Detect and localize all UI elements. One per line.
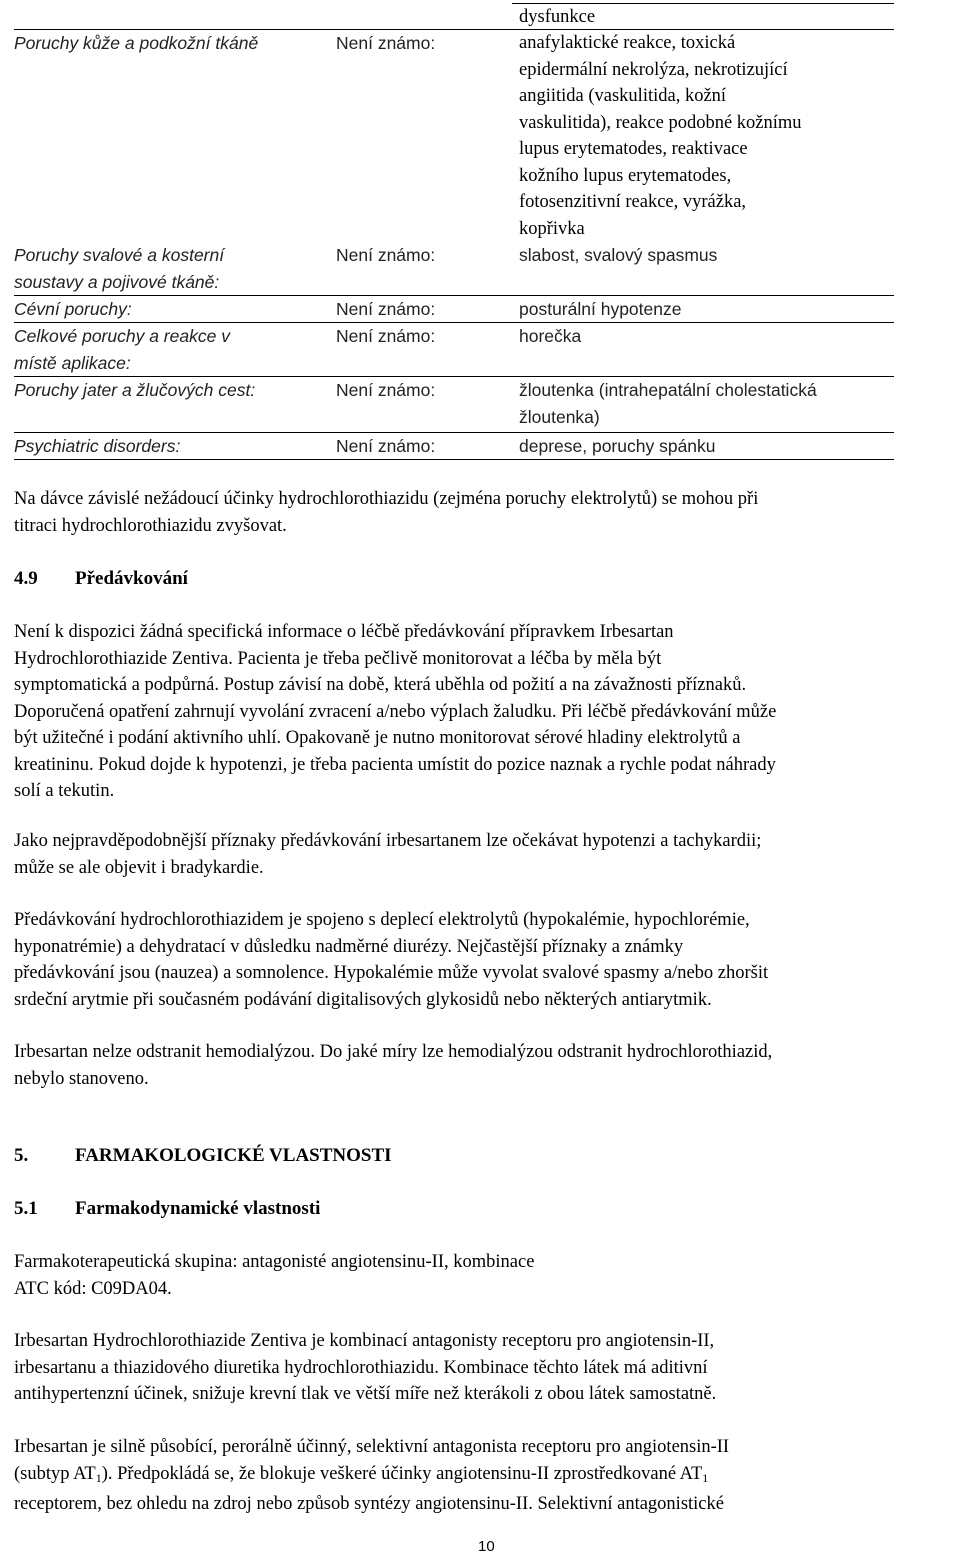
- text-line: Jako nejpravděpodobnější příznaky předávkování irbesartanem lze očekávat hypotenzi a tachykardii;: [14, 831, 762, 851]
- reaction-cell: [519, 4, 894, 31]
- text-segment: (subtyp AT: [14, 1463, 96, 1484]
- text-segment: ). Předpokládá se, že blokuje veškeré účinky angiotensinu-II zprostředkované AT: [101, 1463, 703, 1484]
- category-cell: [14, 242, 332, 295]
- table-row: [14, 242, 894, 296]
- text-line: Irbesartan Hydrochlorothiazide Zentiva je kombinací antagonisty receptoru pro angiotensin-II,: [14, 1331, 715, 1351]
- table-row: [14, 433, 894, 460]
- text-line: ATC kód: C09DA04.: [14, 1278, 172, 1299]
- text-line: symptomatická a podpůrná. Postup závisí na době, která uběhla od požití a na závažnosti příznaků.: [14, 675, 747, 695]
- frequency-cell: Není známo:: [336, 380, 436, 400]
- text-line: solí a tekutin.: [14, 781, 115, 801]
- category-line: soustavy a pojivové tkáně:: [14, 271, 220, 292]
- reaction-line: angiitida (vaskulitida, kožní: [519, 86, 727, 106]
- subscript: 1: [95, 1470, 102, 1485]
- table-row: [14, 296, 894, 323]
- reaction-line: fotosenzitivní reakce, vyrážka,: [519, 192, 747, 212]
- category-line: místě aplikace:: [14, 352, 131, 373]
- table-row: [14, 377, 894, 433]
- reaction-cell: [519, 377, 894, 430]
- text-line: nebylo stanoveno.: [14, 1068, 149, 1089]
- category-cell: [14, 323, 332, 376]
- reaction-line: deprese, poruchy spánku: [519, 436, 716, 456]
- category-line: Poruchy jater a žlučových cest:: [14, 380, 256, 400]
- text-line: titraci hydrochlorothiazidu zvyšovat.: [14, 515, 287, 536]
- section-heading-5-1: [14, 1196, 320, 1222]
- overdose-paragraph-1: [14, 619, 944, 805]
- section-heading-4-9: [14, 566, 188, 592]
- reaction-line: slabost, svalový spasmus: [519, 245, 718, 265]
- reaction-cell: [519, 296, 894, 323]
- category-cell: [14, 296, 332, 323]
- section-heading-5: [14, 1143, 392, 1169]
- reaction-line: dysfunkce: [519, 7, 596, 27]
- text-line: Farmakoterapeutická skupina: antagonisté angiotensinu-II, kombinace: [14, 1252, 535, 1272]
- dose-dependent-paragraph: [14, 486, 944, 539]
- reaction-line: anafylaktické reakce, toxická: [519, 33, 736, 53]
- text-line: hyponatrémie) a dehydratací v důsledku nadměrné diurézy. Nejčastější příznaky a známky: [14, 936, 684, 957]
- text-line: Hydrochlorothiazide Zentiva. Pacienta je třeba pečlivě monitorovat a léčba by měla být: [14, 648, 662, 669]
- category-cell: [14, 433, 332, 460]
- combination-paragraph: [14, 1328, 944, 1408]
- section-number: 4.9: [14, 568, 38, 589]
- reaction-cell: [519, 30, 894, 242]
- category-cell: [14, 377, 332, 404]
- reaction-cell: [519, 323, 894, 350]
- text-line: irbesartanu a thiazidového diuretika hydrochlorothiazidu. Kombinace těchto látek má aditivní: [14, 1357, 708, 1378]
- overdose-paragraph-2: [14, 828, 944, 881]
- section-title: Předávkování: [75, 568, 188, 589]
- reaction-line: kopřivka: [519, 218, 585, 239]
- category-line: Cévní poruchy:: [14, 299, 132, 319]
- text-line: srdeční arytmie při současném podávání digitalisových glykosidů nebo některých antiarytmik.: [14, 989, 712, 1010]
- category-line: Poruchy kůže a podkožní tkáně: [14, 33, 259, 53]
- text-line: Irbesartan je silně působící, perorálně účinný, selektivní antagonista receptoru pro angiotensin-II: [14, 1437, 730, 1457]
- page-number: 10: [478, 1538, 495, 1555]
- pharmacotherapeutic-group-paragraph: [14, 1249, 944, 1302]
- reaction-line: vaskulitida), reakce podobné kožnímu: [519, 112, 802, 133]
- text-line: antihypertenzní účinek, snižuje krevní tlak ve větší míře než kterákoli z obou látek samostatně.: [14, 1384, 717, 1404]
- reaction-line: žloutenka (intrahepatální cholestatická: [519, 380, 817, 400]
- text-line: Irbesartan nelze odstranit hemodialýzou. Do jaké míry lze hemodialýzou odstranit hydrochlorothiazid,: [14, 1042, 773, 1062]
- reaction-line: kožního lupus erytematodes,: [519, 165, 732, 186]
- text-line: kreatininu. Pokud dojde k hypotenzi, je třeba pacienta umístit do pozice naznak a rychle podat náhrady: [14, 754, 776, 775]
- adverse-reactions-table: [14, 3, 894, 460]
- overdose-paragraph-4: [14, 1039, 944, 1092]
- table-row: [14, 323, 894, 377]
- text-line: může se ale objevit i bradykardie.: [14, 857, 264, 878]
- category-cell: [14, 30, 332, 57]
- reaction-line: lupus erytematodes, reaktivace: [519, 139, 748, 159]
- subscript: 1: [702, 1470, 709, 1485]
- irbesartan-paragraph: [14, 1434, 944, 1518]
- frequency-cell: Není známo:: [336, 326, 436, 346]
- table-row: [14, 4, 894, 30]
- section-number: 5.: [14, 1145, 29, 1166]
- overdose-paragraph-3: [14, 907, 944, 1013]
- category-line: Psychiatric disorders:: [14, 436, 181, 456]
- frequency-cell: Není známo:: [336, 33, 436, 53]
- text-line: Předávkování hydrochlorothiazidem je spojeno s deplecí elektrolytů (hypokalémie, hypochlorémie,: [14, 910, 750, 930]
- reaction-line: horečka: [519, 326, 582, 346]
- text-line: [14, 1461, 944, 1492]
- text-line: Není k dispozici žádná specifická informace o léčbě předávkování přípravkem Irbesartan: [14, 622, 674, 642]
- text-line: Doporučená opatření zahrnují vyvolání zvracení a/nebo výplach žaludku. Při léčbě předávkování může: [14, 701, 777, 722]
- table-row: [14, 30, 894, 242]
- text-line: Na dávce závislé nežádoucí účinky hydrochlorothiazidu (zejména poruchy elektrolytů) se mohou při: [14, 489, 759, 509]
- frequency-cell: Není známo:: [336, 245, 436, 265]
- reaction-line: posturální hypotenze: [519, 299, 682, 319]
- reaction-cell: [519, 433, 894, 460]
- text-line: předávkování jsou (nauzea) a somnolence. Hypokalémie může vyvolat svalové spasmy a/nebo zhoršit: [14, 963, 769, 983]
- frequency-cell: Není známo:: [336, 436, 436, 456]
- section-title: FARMAKOLOGICKÉ VLASTNOSTI: [75, 1145, 392, 1166]
- section-number: 5.1: [14, 1198, 38, 1219]
- category-line: Celkové poruchy a reakce v: [14, 326, 230, 346]
- frequency-cell: Není známo:: [336, 299, 436, 319]
- section-title: Farmakodynamické vlastnosti: [75, 1198, 321, 1219]
- text-line: být užitečné i podání aktivního uhlí. Opakovaně je nutno monitorovat sérové hladiny elektrolytů a: [14, 728, 741, 748]
- reaction-line: žloutenka): [519, 406, 600, 427]
- reaction-cell: [519, 242, 894, 269]
- text-line: receptorem, bez ohledu na zdroj nebo způsob syntézy angiotensinu-II. Selektivní antagonistické: [14, 1494, 724, 1514]
- category-line: Poruchy svalové a kosterní: [14, 245, 225, 265]
- reaction-line: epidermální nekrolýza, nekrotizující: [519, 59, 788, 80]
